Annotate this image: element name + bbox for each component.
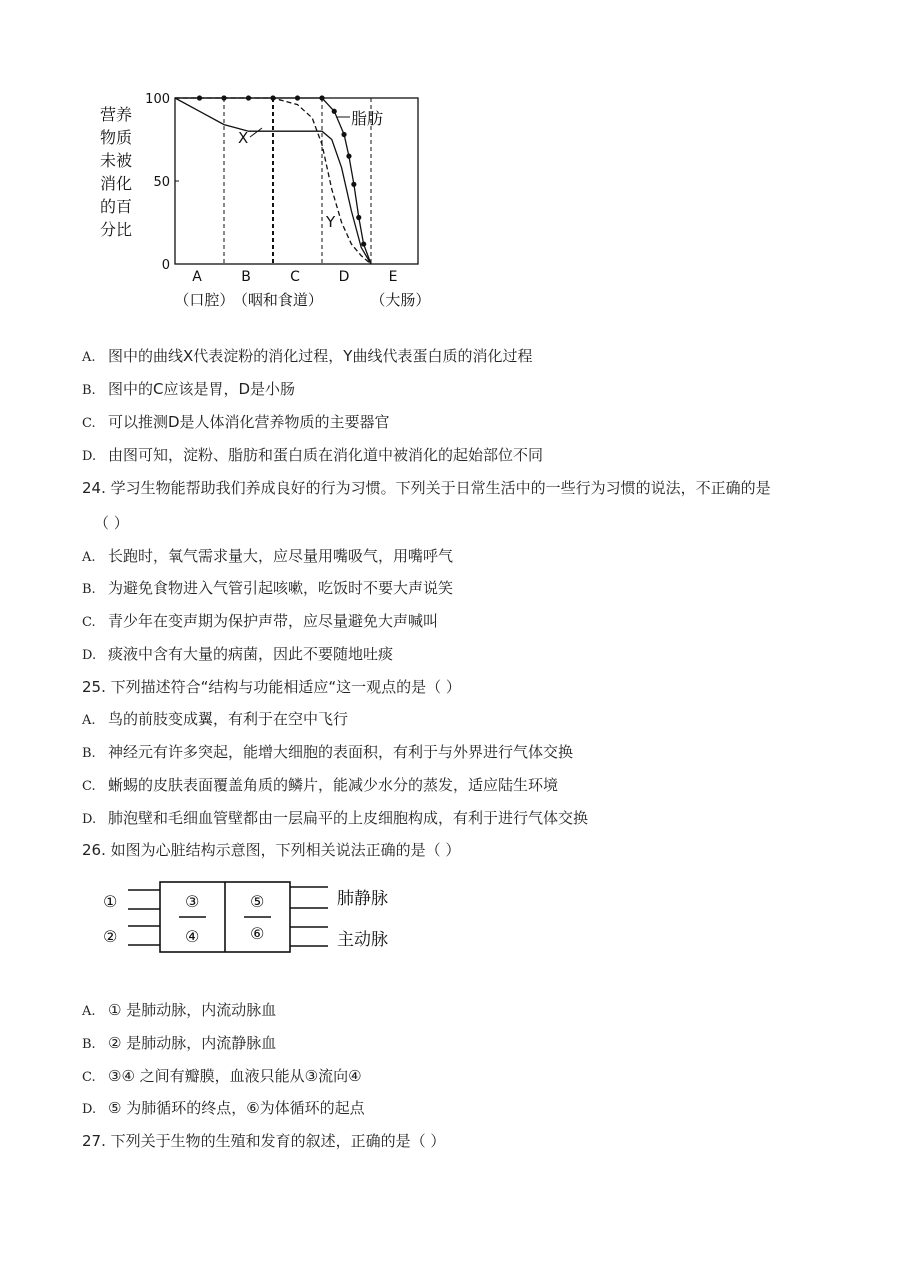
option-letter: A. [82,350,96,365]
q24-option-d [82,644,393,666]
x-category-label: B [241,269,251,285]
x-category-note: （大肠） [370,291,431,309]
label-1: ① [103,892,118,911]
label-6: ⑥ [250,924,265,943]
fat-data-point [221,95,226,100]
fat-data-point [295,95,300,100]
option-text: ② 是肺动脉，内流静脉血 [108,1034,277,1052]
option-text: ③④ 之间有瓣膜，血液只能从③流向④ [108,1067,362,1085]
y-tick-label: 0 [161,258,170,273]
x-category-label: A [192,269,202,285]
option-letter: A. [82,1004,96,1019]
fat-data-point [270,95,275,100]
fat-data-point [341,132,346,137]
y-axis-label-line: 营养 [99,105,133,124]
series-label-x-leader [250,128,262,137]
y-tick-label: 50 [153,175,170,190]
x-category-label: C [290,269,300,285]
fat-data-point [351,182,356,187]
option-text: 长跑时，氧气需求量大，应尽量用嘴吸气，用嘴呼气 [108,547,454,565]
label-aorta: 主动脉 [337,930,388,950]
option-letter: B. [82,746,96,761]
q25-option-a [82,709,348,731]
label-2: ② [103,927,118,946]
option-text: 图中的曲线X代表淀粉的消化过程，Y曲线代表蛋白质的消化过程 [108,347,533,365]
q23-option-d [82,445,543,467]
option-text: 为避免食物进入气管引起咳嗽，吃饭时不要大声说笑 [108,579,454,597]
fat-data-point [246,95,251,100]
fat-data-point [332,109,337,114]
y-axis-label-line: 物质 [99,128,133,147]
label-5: ⑤ [250,892,265,911]
series-label-y: Y [326,213,336,231]
y-axis-label-line: 的百 [99,197,133,216]
option-text: 蜥蜴的皮肤表面覆盖角质的鳞片，能减少水分的蒸发，适应陆生环境 [108,776,559,794]
q23-option-b [82,379,295,401]
q26-option-c [82,1066,362,1088]
series-label-x: X [238,129,249,147]
fat-data-point [197,95,202,100]
series-label-fat: 脂肪 [351,109,384,128]
option-letter: C. [82,779,96,794]
option-letter: A. [82,550,96,565]
q24-answer-blank: （ ） [94,514,129,532]
q23-option-a [82,346,532,368]
x-category-label: E [388,269,398,285]
q25-option-b [82,742,573,764]
option-letter: D. [82,648,97,663]
q24-stem: 24. 学习生物能帮助我们养成良好的行为习惯。下列关于日常生活中的一些行为习惯的说法，不正确的是 [82,479,771,497]
fat-data-point [319,95,324,100]
option-letter: C. [82,1070,96,1085]
q26-stem: 26. 如图为心脏结构示意图，下列相关说法正确的是（ ） [82,841,461,859]
option-letter: D. [82,1102,97,1117]
option-letter: C. [82,416,96,431]
option-text: 肺泡壁和毛细血管壁都由一层扁平的上皮细胞构成，有利于进行气体交换 [108,809,589,827]
q24-option-b [82,578,453,600]
q25-option-c [82,775,558,797]
x-category-note: （口腔） [174,291,235,309]
q24-option-a [82,546,453,568]
q26-option-a [82,1000,276,1022]
option-letter: D. [82,449,97,464]
y-axis-label-line: 消化 [99,174,133,193]
q25-stem: 25. 下列描述符合“结构与功能相适应“这一观点的是（ ） [82,678,461,696]
fat-data-point [356,215,361,220]
fat-data-point [361,241,366,246]
digestion-chart [0,0,909,320]
option-text: ⑤ 为肺循环的终点，⑥为体循环的起点 [108,1099,365,1117]
label-3: ③ [185,892,200,911]
heart-diagram [0,875,909,965]
option-text: 神经元有许多突起，能增大细胞的表面积，有利于与外界进行气体交换 [108,743,574,761]
option-text: 可以推测D是人体消化营养物质的主要器官 [108,413,390,431]
q25-option-d [82,808,588,830]
option-letter: B. [82,1037,96,1052]
label-4: ④ [185,927,200,946]
option-text: 图中的C应该是胃，D是小肠 [108,380,296,398]
label-pulmonary-vein: 肺静脉 [337,889,388,909]
q27-stem: 27. 下列关于生物的生殖和发育的叙述，正确的是（ ） [82,1132,446,1150]
option-text: 痰液中含有大量的病菌，因此不要随地吐痰 [108,645,394,663]
q26-option-d [82,1098,365,1120]
option-letter: C. [82,615,96,630]
option-text: 鸟的前肢变成翼，有利于在空中飞行 [108,710,349,728]
q23-option-c [82,412,390,434]
option-letter: A. [82,713,96,728]
option-letter: B. [82,383,96,398]
option-letter: D. [82,812,97,827]
x-category-note: （咽和食道） [232,291,323,309]
option-text: ① 是肺动脉，内流动脉血 [108,1001,277,1019]
option-letter: B. [82,582,96,597]
fat-data-point [346,154,351,159]
y-axis-label-line: 未被 [99,151,133,170]
y-tick-label: 100 [145,92,170,107]
q24-option-c [82,611,438,633]
option-text: 由图可知，淀粉、脂肪和蛋白质在消化道中被消化的起始部位不同 [108,446,544,464]
x-category-label: D [338,269,350,285]
option-text: 青少年在变声期为保护声带，应尽量避免大声喊叫 [108,612,439,630]
q26-option-b [82,1033,276,1055]
y-axis-label-line: 分比 [99,220,133,239]
